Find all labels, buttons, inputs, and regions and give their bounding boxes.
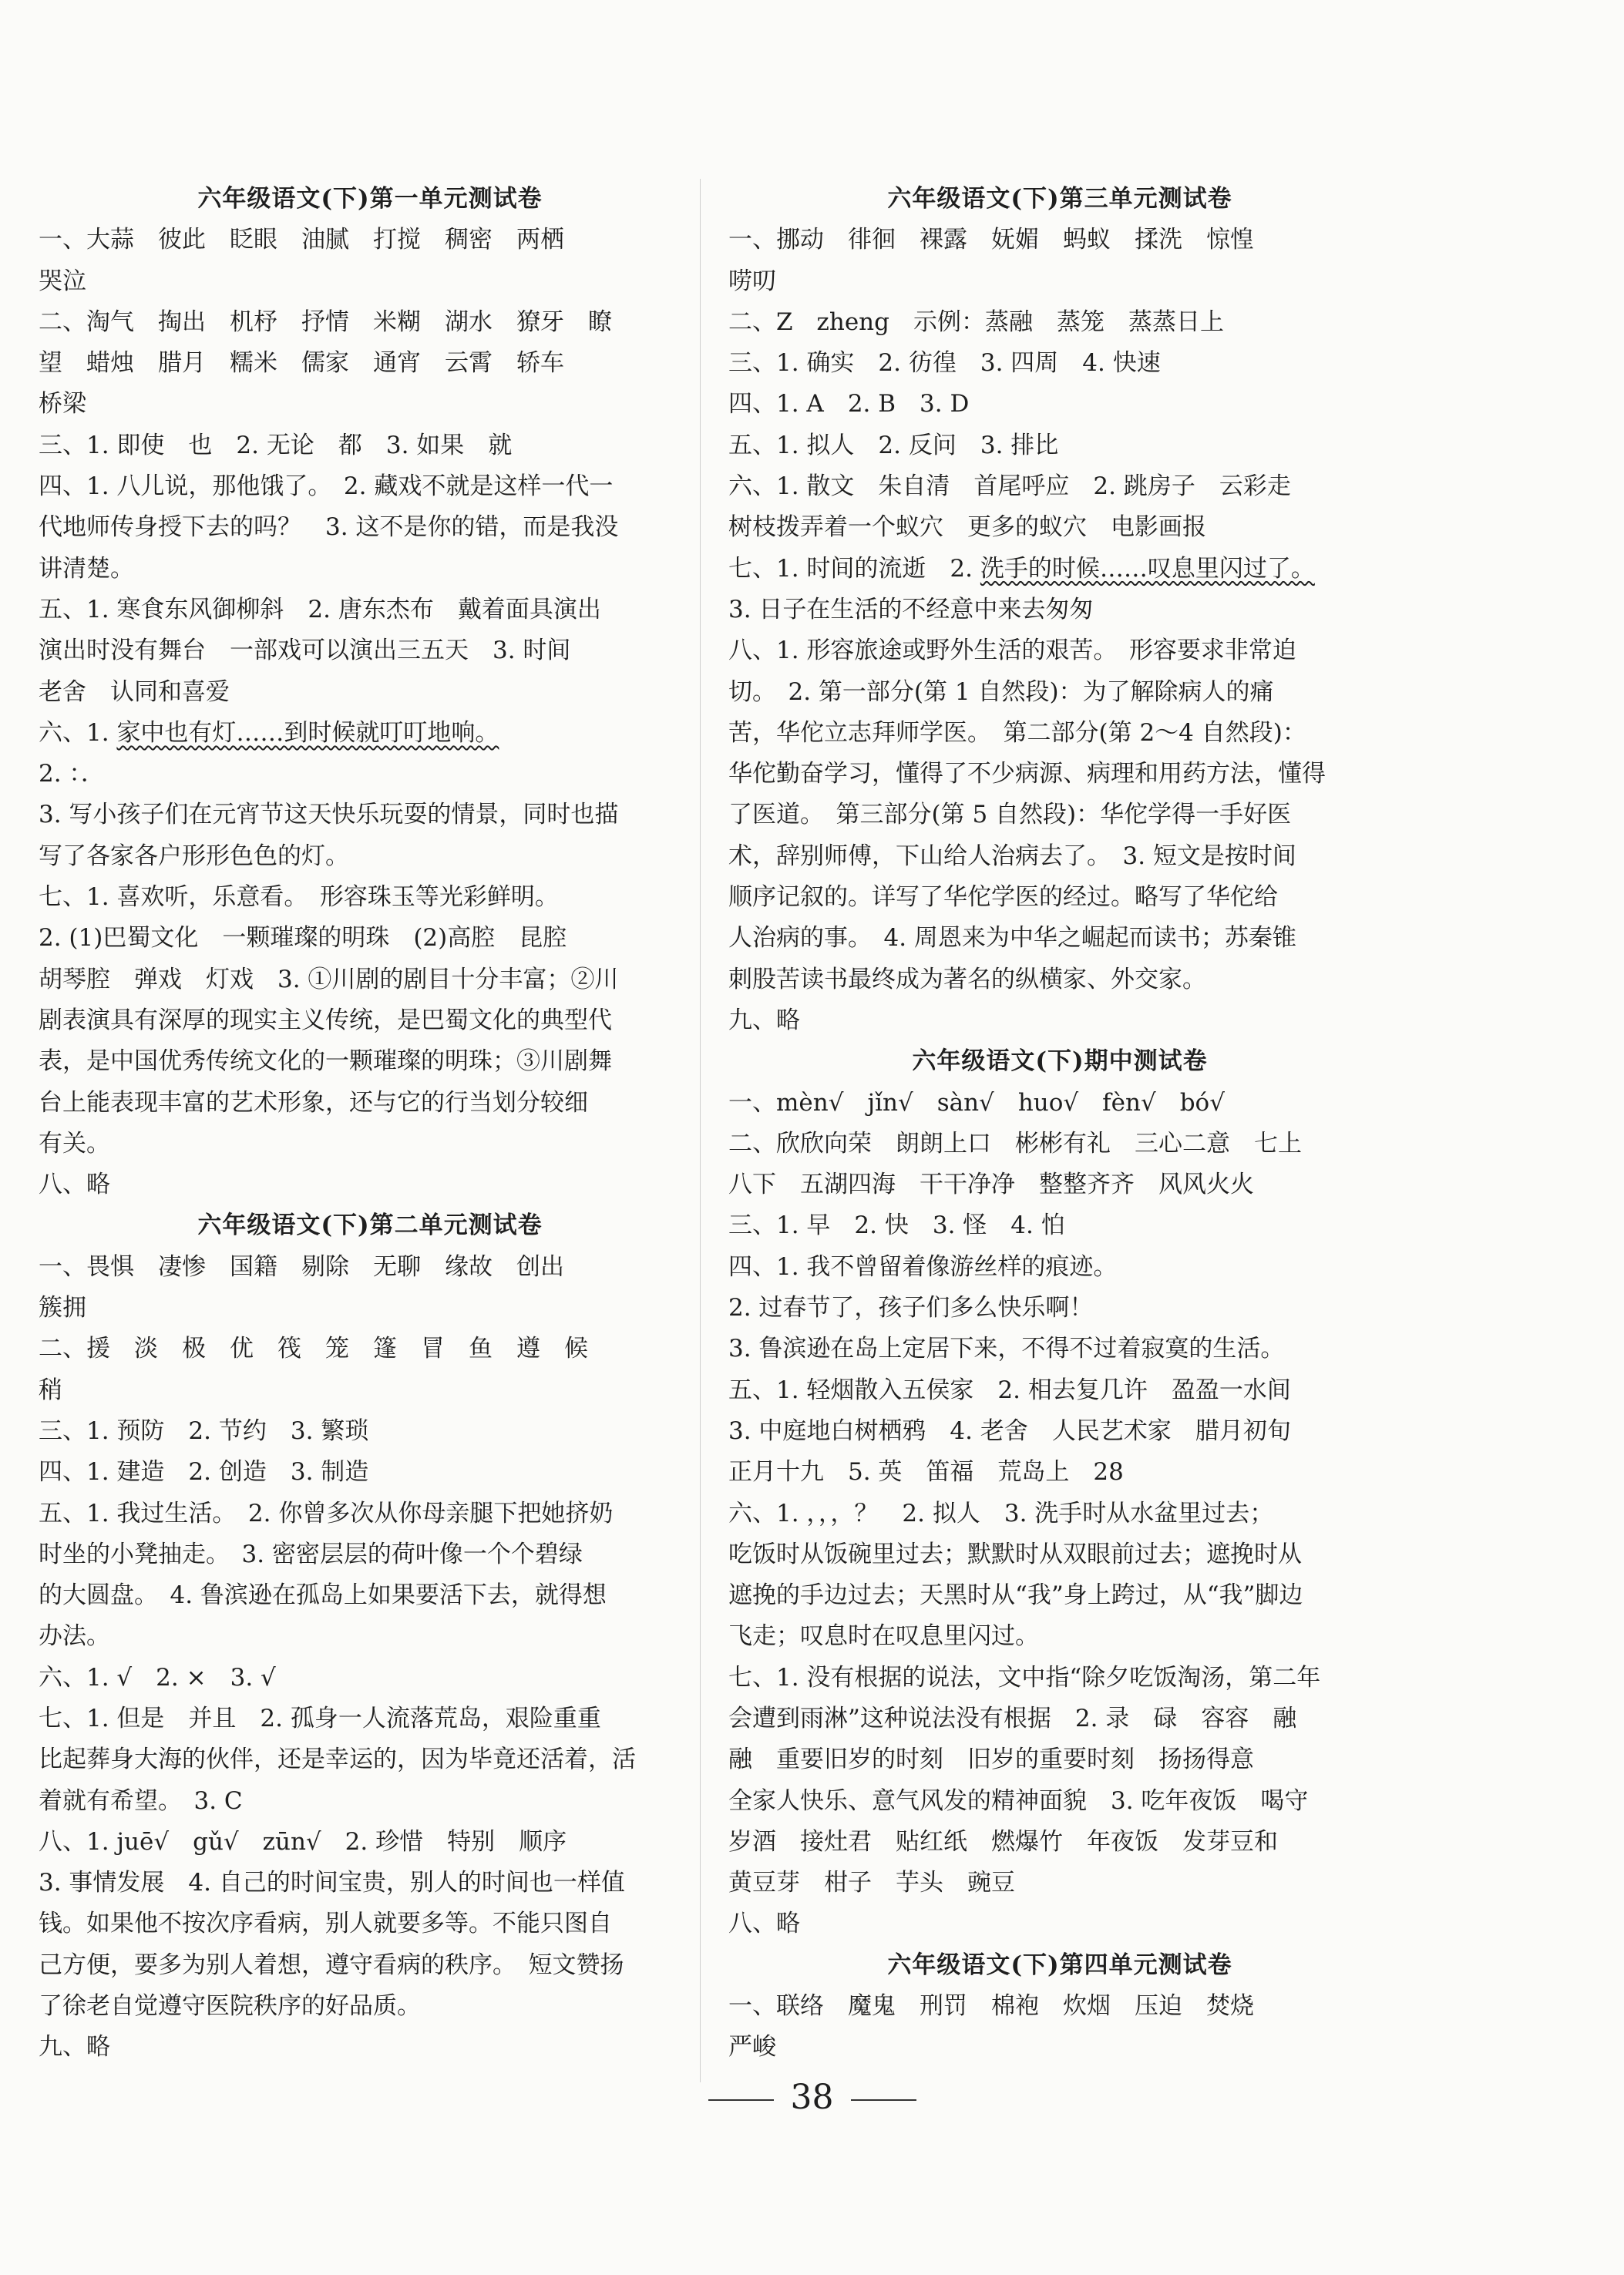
answer-line: 己方便，要多为别人着想，遵守看病的秩序。 短文赞扬 [39, 1951, 624, 1979]
answer-line: 3. 中庭地白树栖鸦 4. 老舍 人民艺术家 腊月初旬 [728, 1416, 1291, 1445]
section-title: 六年级语文(下)第四单元测试卷 [887, 1951, 1232, 1979]
answer-line: 九、略 [39, 2033, 110, 2062]
answer-line: 四、1. 我不曾留着像游丝样的痕迹。 [728, 1252, 1118, 1281]
answer-line: 三、1. 即使 也 2. 无论 都 3. 如果 就 [39, 431, 513, 459]
underlined-quote: 家中也有灯……到时候就叮叮地响。 [116, 718, 499, 747]
answer-line: 3. 写小孩子们在元宵节这天快乐玩耍的情景，同时也描 [39, 801, 619, 829]
answer-line: 一、mèn√ jǐn√ sàn√ huo√ fèn√ bó√ [728, 1088, 1225, 1117]
answer-line: 台上能表现丰富的艺术形象，还与它的行当划分较细 [39, 1088, 588, 1117]
answer-line: 代地师传身授下去的吗？ 3. 这不是你的错，而是我没 [39, 513, 619, 542]
answer-section [728, 1945, 1391, 2068]
answer-line: 演出时没有舞台 一部戏可以演出三五天 3. 时间 [39, 637, 571, 665]
answer-line: 七、1. 没有根据的说法，文中指“除夕吃饭淘汤，第二年 [728, 1663, 1321, 1692]
answer-line: 正月十九 5. 英 笛福 荒岛上 28 [728, 1458, 1124, 1487]
answer-line: 2. (1)巴蜀文化 一颗璀璨的明珠 (2)高腔 昆腔 [39, 924, 567, 953]
answer-line: 黄豆芽 柑子 芋头 豌豆 [728, 1869, 1015, 1897]
answer-line: 五、1. 拟人 2. 反问 3. 排比 [728, 431, 1059, 459]
answer-line: 岁酒 接灶君 贴红纸 燃爆竹 年夜饭 发芽豆和 [728, 1827, 1278, 1856]
answer-line: 顺序记叙的。详写了华佗学医的经过。略写了华佗给 [728, 883, 1278, 912]
answer-line: 一、联络 魔鬼 刑罚 棉袍 炊烟 压迫 焚烧 [728, 1992, 1254, 2021]
page-number: 38 [790, 2078, 834, 2117]
answer-line: 五、1. 我过生活。 2. 你曾多次从你母亲腿下把她挤奶 [39, 1499, 614, 1527]
answer-line: 比起葬身大海的伙伴，还是幸运的，因为毕竟还活着，活 [39, 1746, 636, 1774]
answer-line: 表，是中国优秀传统文化的一颗璀璨的明珠；③川剧舞 [39, 1047, 612, 1076]
answer-line: 会遭到雨淋”这种说法没有根据 2. 录 碌 容容 融 [728, 1704, 1297, 1732]
answer-line: 六、1. 家中也有灯……到时候就叮叮地响。 [39, 718, 499, 747]
answer-line: 六、1. ，，，？ 2. 拟人 3. 洗手时从水盆里过去； [728, 1499, 1274, 1527]
answer-line: 有关。 [39, 1129, 110, 1158]
answer-line: 2. 过春节了，孩子们多么快乐啊！ [728, 1294, 1094, 1322]
underlined-quote: 洗手的时候……叹息里闪过了。 [980, 554, 1315, 583]
answer-line: 八下 五湖四海 干干净净 整整齐齐 风风火火 [728, 1171, 1254, 1199]
answer-section [728, 179, 1391, 1041]
answer-line: 了医道。 第三部分(第 5 自然段)：华佗学得一手好医 [728, 801, 1292, 829]
answer-section [728, 1041, 1391, 1945]
section-title: 六年级语文(下)第二单元测试卷 [197, 1211, 543, 1240]
answer-line: 3. 鲁滨逊在岛上定居下来，不得不过着寂寞的生活。 [728, 1335, 1285, 1363]
answer-line: 唠叨 [728, 267, 776, 295]
answer-line: 八、1. 形容旅途或野外生活的艰苦。 形容要求非常迫 [728, 637, 1296, 665]
answer-line: 一、大蒜 彼此 眨眼 油腻 打搅 稠密 两栖 [39, 226, 564, 254]
answer-line: 六、1. 散文 朱自清 首尾呼应 2. 跳房子 云彩走 [728, 472, 1291, 501]
answer-line: 华佗勤奋学习，懂得了不少病源、病理和用药方法，懂得 [728, 760, 1326, 788]
answer-line: 遮挽的手边过去；天黑时从“我”身上跨过，从“我”脚边 [728, 1581, 1303, 1610]
answer-line: 写了各家各户形形色色的灯。 [39, 842, 349, 870]
answer-line: 老舍 认同和喜爱 [39, 677, 230, 706]
answer-line: 剧表演具有深厚的现实主义传统，是巴蜀文化的典型代 [39, 1006, 612, 1034]
answer-line: 八、略 [728, 1910, 800, 1938]
page-number-footer [0, 2075, 1624, 2121]
answer-line: 簇拥 [39, 1294, 86, 1322]
section-title: 六年级语文(下)第三单元测试卷 [887, 185, 1232, 213]
answer-line: 人治病的事。 4. 周恩来为中华之崛起而读书；苏秦锥 [728, 924, 1296, 953]
answer-line: 讲清楚。 [39, 554, 134, 583]
answer-line: 一、挪动 徘徊 裸露 妩媚 蚂蚁 揉洗 惊惶 [728, 226, 1254, 254]
answer-line: 三、1. 预防 2. 节约 3. 繁琐 [39, 1416, 369, 1445]
right-column [728, 179, 1391, 2068]
answer-line: 切。 2. 第一部分(第 1 自然段)：为了解除病人的痛 [728, 677, 1274, 706]
answer-line: 钱。如果他不按次序看病，别人就要多等。不能只图自 [39, 1910, 612, 1938]
right-dash [851, 2099, 916, 2101]
answer-line: 桥梁 [39, 390, 86, 418]
answer-line: 稍 [39, 1376, 62, 1404]
answer-line: 七、1. 但是 并且 2. 孤身一人流落荒岛，艰险重重 [39, 1704, 601, 1732]
answer-line: 一、畏惧 凄惨 国籍 剔除 无聊 缘故 创出 [39, 1252, 564, 1281]
answer-line: 办法。 [39, 1622, 110, 1651]
answer-line: 六、1. √ 2. × 3. √ [39, 1663, 276, 1692]
answer-line: 五、1. 轻烟散入五侯家 2. 相去复几许 盈盈一水间 [728, 1376, 1291, 1404]
answer-line: 吃饭时从饭碗里过去；默默时从双眼前过去；遮挽时从 [728, 1540, 1302, 1568]
answer-line: 四、1. A 2. B 3. D [728, 390, 970, 418]
answer-line: 严峻 [728, 2033, 776, 2062]
answer-line: 八、1. juē√ gǔ√ zūn√ 2. 珍惜 特别 顺序 [39, 1827, 567, 1856]
section-title: 六年级语文(下)第一单元测试卷 [197, 185, 543, 213]
answer-line: 术，辞别师傅，下山给人治病去了。 3. 短文是按时间 [728, 842, 1296, 870]
answer-line: 的大圆盘。 4. 鲁滨逊在孤岛上如果要活下去，就得想 [39, 1581, 607, 1610]
answer-line: 五、1. 寒食东风御柳斜 2. 唐东杰布 戴着面具演出 [39, 595, 601, 623]
answer-line: 哭泣 [39, 267, 86, 295]
answer-line: 时坐的小凳抽走。 3. 密密层层的荷叶像一个个碧绿 [39, 1540, 583, 1568]
column-divider [700, 179, 701, 2082]
answer-line: 苦，华佗立志拜师学医。 第二部分(第 2～4 自然段)： [728, 718, 1306, 747]
answer-line: 着就有希望。 3. C [39, 1786, 243, 1815]
answer-line: 三、1. 早 2. 快 3. 怪 4. 怕 [728, 1211, 1065, 1240]
section-title: 六年级语文(下)期中测试卷 [912, 1047, 1208, 1076]
answer-line: 二、欣欣向荣 朗朗上口 彬彬有礼 三心二意 七上 [728, 1129, 1302, 1158]
answer-line: 望 蜡烛 腊月 糯米 儒家 通宵 云霄 轿车 [39, 349, 564, 378]
answer-line: 树枝拨弄着一个蚁穴 更多的蚁穴 电影画报 [728, 513, 1206, 542]
answer-line: 八、略 [39, 1171, 110, 1199]
answer-line: 3. 日子在生活的不经意中来去匆匆 [728, 595, 1094, 623]
answer-line: 四、1. 八儿说，那他饿了。 2. 藏戏不就是这样一代一 [39, 472, 614, 501]
answer-line: 融 重要旧岁的时刻 旧岁的重要时刻 扬扬得意 [728, 1746, 1254, 1774]
answer-line: 胡琴腔 弹戏 灯戏 3. ①川剧的剧目十分丰富；②川 [39, 965, 619, 993]
answer-line: 2. ：． [39, 760, 105, 788]
answer-line: 三、1. 确实 2. 彷徨 3. 四周 4. 快速 [728, 349, 1161, 378]
answer-line: 二、援 淡 极 优 筏 笼 篷 冒 鱼 遵 候 [39, 1335, 588, 1363]
left-dash [708, 2099, 774, 2101]
answer-line: 刺股苦读书最终成为著名的纵横家、外交家。 [728, 965, 1206, 993]
answer-line: 了徐老自觉遵守医院秩序的好品质。 [39, 1992, 421, 2021]
answer-line: 飞走；叹息时在叹息里闪过。 [728, 1622, 1039, 1651]
answer-line: 九、略 [728, 1006, 800, 1034]
answer-line: 二、Z zheng 示例：蒸融 蒸笼 蒸蒸日上 [728, 307, 1224, 336]
left-column [39, 179, 701, 2068]
answer-line: 二、淘气 掏出 机杼 抒情 米糊 湖水 獠牙 瞭 [39, 307, 612, 336]
answer-line: 3. 事情发展 4. 自己的时间宝贵，别人的时间也一样值 [39, 1869, 625, 1897]
answer-section [39, 179, 701, 1205]
answer-line: 七、1. 时间的流逝 2. 洗手的时候……叹息里闪过了。 [728, 554, 1315, 583]
answer-line: 七、1. 喜欢听，乐意看。 形容珠玉等光彩鲜明。 [39, 883, 559, 912]
answer-section [39, 1205, 701, 2068]
answer-line: 四、1. 建造 2. 创造 3. 制造 [39, 1458, 369, 1487]
answer-line: 全家人快乐、意气风发的精神面貌 3. 吃年夜饭 喝守 [728, 1786, 1309, 1815]
